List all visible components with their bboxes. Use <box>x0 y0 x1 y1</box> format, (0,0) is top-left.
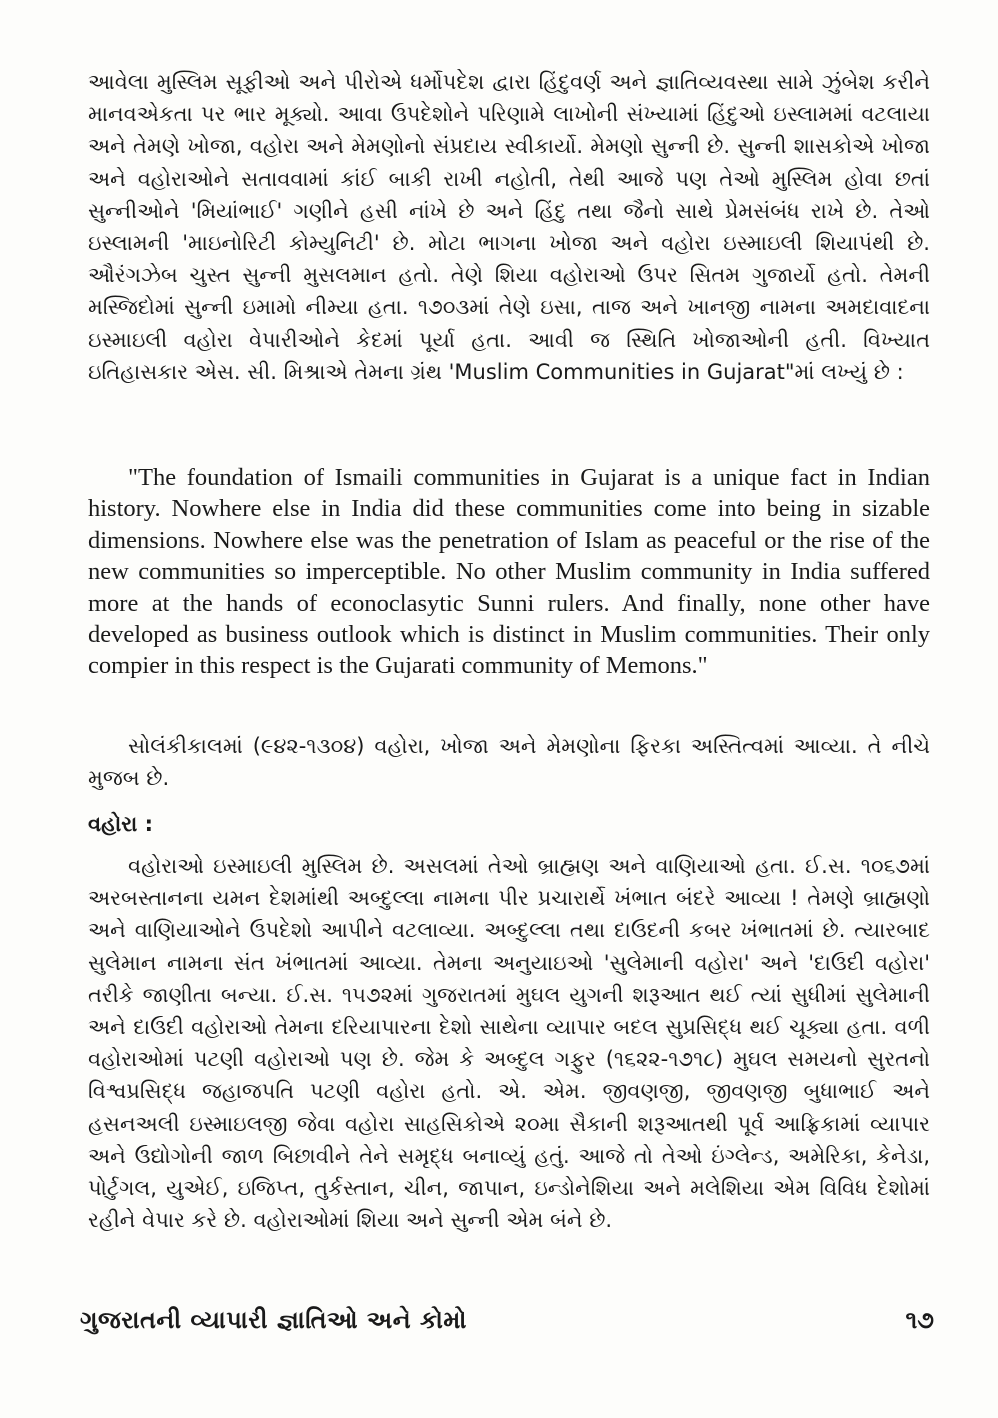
running-footer-book-title: ગુજરાતની વ્યાપારી જ્ઞાતિઓ અને કોમો <box>80 1306 467 1334</box>
body-paragraph-3: વહોરાઓ ઇસ્માઇલી મુસ્લિમ છે. અસલમાં તેઓ બ્રાહ્મણ અને વાણિયાઓ હતા. ઈ.સ. ૧૦૬૭માં અરબસ્તાનના યમન દેશમાંથી અબ્દુલ્લા નામના પીર પ્રચારાર્થે ખંભાત બંદરે આવ્યા ! તેમણે બ્રાહ્મણો અને વાણિયાઓને ઉપદેશો આપીને વટલાવ્યા. અબ્દુલ્લા તથા દાઉદની કબર ખંભાતમાં છે. ત્યારબાદ સુલેમાન નામના સંત ખંભાતમાં આવ્યા. તેમના અનુયાઇઓ 'સુલેમાની વહોરા' અને 'દાઉદી વહોરા' તરીકે જાણીતા બન્યા. ઈ.સ. ૧૫૭૨માં ગુજરાતમાં મુઘલ યુગની શરૂઆત થઈ ત્યાં સુધીમાં સુલેમાની અને દાઉદી વહોરાઓ તેમના દરિયાપારના દેશો સાથેના વ્યાપાર બદલ સુપ્રસિદ્ધ થઈ ચૂક્યા હતા. વળી વહોરાઓમાં પટણી વહોરાઓ પણ છે. જેમ કે અબ્દુલ ગફુર (૧૬૨૨-૧૭૧૮) મુઘલ સમયનો સુરતનો વિશ્વપ્રસિદ્ધ જહાજપતિ પટણી વહોરા હતો. એ. એમ. જીવણજી, જીવણજી બુધાભાઈ અને હસનઅલી ઇસ્માઇલજી જેવા વહોરા સાહસિકોએ ૨૦મા સૈકાની શરૂઆતથી પૂર્વ આફ્રિકામાં વ્યાપાર અને ઉદ્યોગોની જાળ બિછાવીને તેને સમૃદ્ધ બનાવ્યું હતું. આજે તો તેઓ ઇંગ્લેન્ડ, અમેરિકા, કેનેડા, પોર્ટુગલ, યુએઈ, ઇજિપ્ત, તુર્કસ્તાન, ચીન, જાપાન, ઇન્ડોનેશિયા અને મલેશિયા એમ વિવિધ દેશોમાં રહીને વેપાર કરે છે. વહોરાઓમાં શિયા અને સુન્ની એમ બંને છે. <box>88 854 930 1233</box>
english-quote: "The foundation of Ismaili communities in Gujarat is a unique fact in Indian history. Nowhere else in India did these communities come into being in sizable dimensions. Nowhere else was the penetration of Islam as peaceful or the rise of the new communities so imperceptible. No other Muslim community in India suffered more at the hands of econoclasytic Sunni rulers. And finally, none other have developed as business outlook which is distinct in Muslim communities. Their only compier in this respect is the Gujarati community of Memons." <box>88 464 930 680</box>
page-number: ૧૭ <box>905 1306 934 1334</box>
body-paragraph-2: સોલંકીકાલમાં (૯૪૨-૧૩૦૪) વહોરા, ખોજા અને મેમણોના ફિરકા અસ્તિત્વમાં આવ્યા. તે નીચે મુજબ છે. <box>88 734 930 791</box>
section-heading-vahora: વહોરા : <box>88 812 153 836</box>
body-paragraph-1: આવેલા મુસ્લિમ સૂફીઓ અને પીરોએ ધર્મોપદેશ દ્વારા હિંદુવર્ણ અને જ્ઞાતિવ્યવસ્થા સામે ઝુંબેશ કરીને માનવએકતા પર ભાર મૂક્યો. આવા ઉપદેશોને પરિણામે લાખોની સંખ્યામાં હિંદુઓ ઇસ્લામમાં વટલાયા અને તેમણે ખોજા, વહોરા અને મેમણોનો સંપ્રદાય સ્વીકાર્યો. મેમણો સુન્ની છે. સુન્ની શાસકોએ ખોજા અને વહોરાઓને સતાવવામાં કાંઈ બાકી રાખી નહોતી, તેથી આજે પણ તેઓ મુસ્લિમ હોવા છતાં સુન્નીઓને 'મિયાંભાઈ' ગણીને હસી નાંખે છે અને હિંદુ તથા જૈનો સાથે પ્રેમસંબંધ રાખે છે. તેઓ ઇસ્લામની 'માઇનોરિટી કોમ્યુનિટી' છે. મોટા ભાગના ખોજા અને વહોરા ઇસ્માઇલી શિયાપંથી છે. ઔરંગઝેબ ચુસ્ત સુન્ની મુસલમાન હતો. તેણે શિયા વહોરાઓ ઉપર સિતમ ગુજાર્યો હતો. તેમની મસ્જિદોમાં સુન્ની ઇમામો નીમ્યા હતા. ૧૭૦૩માં તેણે ઇસા, તાજ અને ખાનજી નામના અમદાવાદના ઇસ્માઇલી વહોરા વેપારીઓને કેદમાં પૂર્યા હતા. આવી જ સ્થિતિ ખોજાઓની હતી. વિખ્યાત ઇતિહાસકાર એસ. સી. મિશ્રાએ તેમના ગ્રંથ 'Muslim Communities in Gujarat"માં લખ્યું છે : <box>88 70 930 384</box>
